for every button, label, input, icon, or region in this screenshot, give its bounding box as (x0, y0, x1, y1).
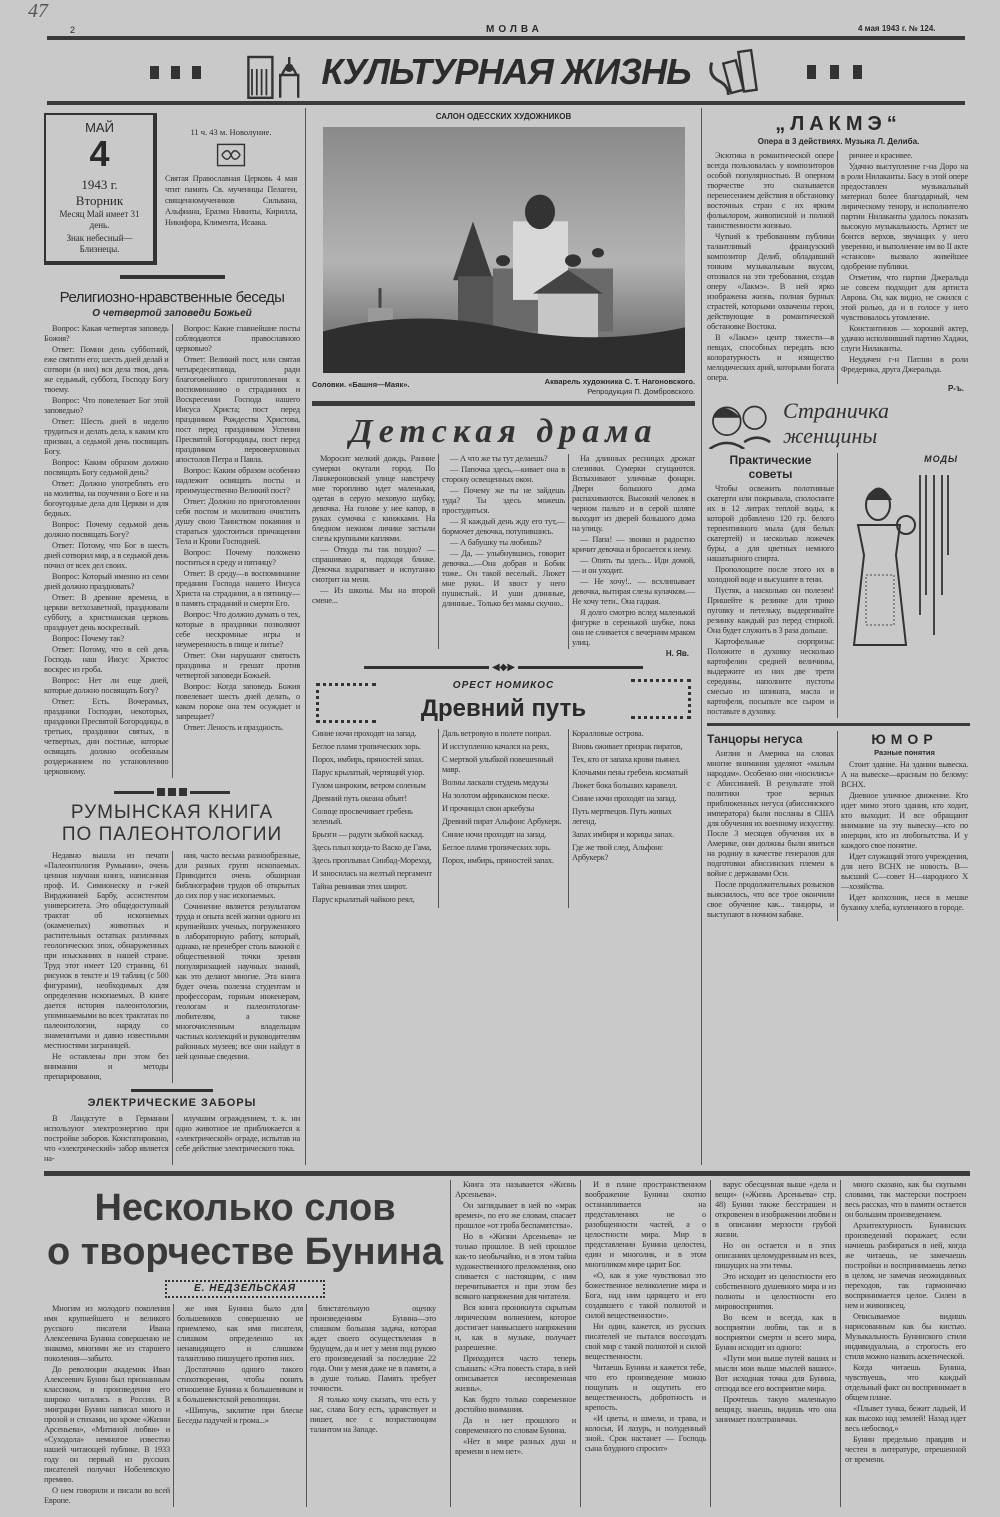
paragraph: На длинных ресницах дрожат слезинки. Сумерки сгущаются. Вспыхивают уличные фонари. Двери большого дома распахиваются. Высокий человек в черном пальто и в серой шляпе выходит из дверей большого дома на улицу. (571, 454, 695, 533)
column-divider (568, 729, 569, 908)
paragraph: Читаешь Бунина и кажется тебе, что его произведение можно пощупать и ощутить его вещественность, добротность и крепость. (585, 1363, 706, 1412)
paragraph: Да и нет прошлого и современного по словам Бунина. (455, 1416, 576, 1435)
paragraph: Не оставлены при этом без внимания и методы препарирования, (44, 1052, 169, 1081)
paragraph: Здесь плыл когда-то Васко де Гама, (312, 843, 432, 852)
calendar-zodiac: Знак небесный—Близнецы. (66, 233, 133, 254)
paragraph: «Нет в мире разных душ и времени в нем нет». (455, 1437, 576, 1456)
paragraph: блистательную оценку произведениям Бунина—это слишком большая задача, которая ждет своего осуществления в будущем, да и нет у меня под рукою его произведений за последние 22 года. Они у меня даже не в памяти, а в душе только. Память требует точности. (310, 1304, 436, 1393)
bunin-title (44, 1186, 446, 1274)
paragraph: Книга эта называется «Жизнь Арсеньева». (455, 1180, 576, 1199)
bunin-column-1 (44, 1304, 170, 1507)
paragraph: Когда читаешь Бунина, чувствуешь, что каждый отдельный факт он воспринимает в общем плане. (845, 1363, 966, 1402)
painting-credit: Репродукция П. Домбровского. (587, 387, 695, 396)
paragraph: Чуткий к требованиям публики талантливый французский композитор Делиб, обладавший тонким музыкальным вкусом, отозвался на эти требования, создав оперу «Лакмэ». В ней ярко изображена жизнь, полная бурных страстей, которыми охвачены герои, действующие в романтической обстановке Востока. (707, 232, 834, 331)
gemini-sign-icon (216, 143, 246, 167)
paragraph: ния, часто весьма разнообразные, для разных групп ископаемых. Приводится очень обширная библиография трудов об открытых до сих пор у нас ископаемых. (175, 851, 300, 900)
middle-column (306, 108, 702, 1165)
paragraph: Ответ: Потому, что в сей день Господь наш Иисус Христос воскрес из гроба. (44, 645, 169, 674)
paragraph: — Откуда ты так поздно? — спрашиваю я, подходя ближе. Девочка вздрагивает и испуганно смотрит на меня. (312, 545, 435, 584)
drama-column-3 (572, 454, 695, 649)
poem-title: Древний путь (420, 695, 587, 722)
paragraph: Вопрос: Когда заповедь Божия повелевает шесть дней делать, о каком пороке она тем осуждает и запрещает? (175, 682, 300, 721)
paragraph: Вопрос: Какая четвертая заповедь Божия? (44, 324, 169, 343)
poem-author: ОРЕСТ НОМИКОС (452, 680, 555, 691)
paragraph: «Шипучь, заклятие при блеске Беседы падучей и грома...» (177, 1406, 303, 1425)
poem-column-2 (442, 729, 565, 869)
bunin-title-line-1: Несколько слов (94, 1187, 396, 1229)
bunin-title-line-2: о творчестве Бунина (46, 1231, 444, 1273)
paragraph: Прополощите после этого их в холодной воде и высушите в тени. (707, 565, 834, 584)
humor-article (841, 731, 968, 914)
paragraph: Порох, имбирь, пряностей запах. (441, 856, 554, 865)
electric-column-1 (44, 1114, 169, 1165)
paragraph: Многим из молодого поколения имя крупнейшего и великого русского писателя Ивана Алексеевича Бунина совершенно не знакомо, многими же из старшего поколения—забыто. (44, 1304, 170, 1363)
paragraph: Бунин предельно правдив и честен в литературе, отрешенной от времени. (845, 1435, 966, 1464)
column-divider (172, 324, 173, 778)
paragraph: «Пути мои выше путей ваших и мысли мои выше мыслей ваших». Вот исходная точка для Бунина, отсюда все его восприятие мира. (715, 1354, 836, 1393)
poem-column-3 (572, 729, 695, 866)
paragraph: Путь мертвецов. Путь живых легенд. (571, 807, 672, 826)
paragraph: Ответ: Должно употреблять его на молитвы, на поучения о Боге и на богоугодные дела для Церкви и для бедных. (44, 479, 169, 518)
paragraph: Константинов — хороший актер, удачно исполнивший партию Хаджи, слуги Нилаканты. (841, 324, 968, 353)
religion-title: Религиозно-нравственные беседы (59, 289, 285, 306)
lakme-signature: Р-ъ. (947, 384, 964, 393)
paragraph: Парус крылатый, чертящий узор. (312, 768, 425, 777)
column-divider (837, 731, 838, 921)
paragraph: Гулом широким, ветром соленым (312, 781, 426, 790)
romanian-title-line-2: ПО ПАЛЕОНТОЛОГИИ (61, 824, 283, 845)
paragraph: — Опять ты здесь... Иди домой, — и он уходит. (571, 556, 695, 575)
paragraph: Экзотика в романтической опере всегда пользовалась у композиторов особой популярностью. В оперном творчестве это сказывается перенесением действия в обстановку восточных стран с их ярким фольклором, живописной и полной таинственности жизнью. (707, 151, 834, 230)
lakme-column-2 (841, 151, 968, 376)
paragraph: — Папочка здесь,—кивает она в сторону освещенных окон. (441, 465, 565, 484)
drama-column-2 (442, 454, 565, 610)
moon-phase: 11 ч. 43 м. Новолуние. (190, 127, 272, 137)
column-divider (438, 454, 439, 649)
romanian-columns (44, 851, 300, 1083)
romanian-column-2 (176, 851, 301, 1063)
books-lyre-icon (705, 45, 763, 99)
column-divider (306, 1304, 307, 1507)
bunin-author (165, 1280, 325, 1298)
paragraph: Ответ: В среду—в воспоминание предания Господа нашего Иисуса Христа на страдания, а в пятницу—в память страданий и смерти Его. (175, 569, 300, 608)
paragraph: Стоит здание. На здании вывеска. А на вывеске—красным по белому: ВСНХ. (841, 760, 968, 789)
right-column (702, 108, 970, 1165)
paragraph: — Из школы. Мы на второй смене... (312, 586, 435, 605)
bunin-author-name: Е. НЕДЗЕЛЬСКАЯ (193, 1283, 296, 1294)
paragraph: С мертвой улыбкой повешенный мавр. (441, 755, 554, 774)
paragraph: Коралловые острова. (571, 729, 644, 738)
paragraph: Пустяк, а насколько он полезен! Пришейте к резинке для трико пуговку и петельку, выдергивайте резинку каждый раз перед стиркой. Она будет служить в 3 раза дольше. (707, 586, 834, 635)
bunin-article (44, 1180, 970, 1517)
column-divider (172, 851, 173, 1083)
practical-tips (707, 453, 834, 718)
paragraph: Клочьями пены гребень косматый (571, 768, 688, 777)
paragraph: До революции академик Иван Алексеевич Бунин был признанным классиком, и произведения его широко читались в России. В эмиграции Бунин написал много и прозой и стихами, но кроме «Жизни Арсеньева», «Митиной любви» и «Суходола» немногое известно нашей читающей публике. В 1933 году он первый из русских писателей получил Нобелевскую премию. (44, 1365, 170, 1484)
bunin-column-2 (177, 1304, 303, 1427)
paragraph: Вопрос: Что должно думать о тех, которые в праздники позволяют себе нескромные игры и неумеренность в пище и питье? (175, 610, 300, 649)
top-section (44, 108, 970, 1165)
practical-tips-title: Практические советы (729, 453, 812, 481)
calendar-box (44, 113, 157, 265)
church-calendar-text: Святая Православная Церковь 4 мая чтит память Св. мученицы Пелагеи, священномучеников Сильвана, Альфиана, Еразма Никиты, Кирилла, Никифора, Климента, Исаака. (165, 174, 297, 227)
section-rule (312, 401, 695, 406)
electric-column-2 (176, 1114, 301, 1155)
paragraph: Синие ночи проходят на запад. (571, 794, 677, 803)
paragraph: Это исходит из целостности его собственного душевного мира и из полноты и целостности его мировосприятия. (715, 1272, 836, 1311)
column-divider (837, 453, 838, 718)
painting-caption-left: Соловки. «Башня—Маяк». (312, 380, 410, 389)
paragraph: Сочинение является результатом труда и опыта всей жизни одного из крупнейших ученых, погруженного в лабораторную работу, который, однако, не пренебрег столь важной с общественной точки зрения популяризацией научных знаний, как это делают многие. Эта книга будет очень полезна студентам и профессорам, горным инженерам, геологам и палеонтологам-любителям, а также многочисленным владельцам частных коллекций и руководителям районных музеев; все они найдут в ней ценные сведения. (175, 902, 300, 1061)
painting-caption-right-block (545, 377, 695, 397)
column-divider (837, 151, 838, 384)
paragraph: — Почему же ты не зайдешь туда? Ты здесь можешь простудиться. (441, 486, 565, 515)
column-divider (568, 454, 569, 649)
paragraph: В Ландсгуте в Германии используют электроэнергию при постройке заборов. Констатировано, что «электрический» забор является на- (44, 1114, 169, 1163)
paragraph: Моросит мелкий дождь. Ранние сумерки окутали город. По Ланжероновской улице навстречу мне торопливо идет маленькая, одетая в серую меховую шубку, девочка. На голове у нее капор, в руках сумочка с книжками. На бледном нежном личике застыли слезы крупными каплями. (312, 454, 435, 543)
women-page-faces-icon (707, 397, 777, 449)
religion-column-2 (176, 324, 301, 734)
calendar-day: 4 (89, 133, 110, 174)
paragraph: Брызги — радуги зыбкой каскад. (312, 830, 424, 839)
romanian-book-title (44, 802, 300, 846)
calendar-side (157, 113, 297, 228)
religion-column-1 (44, 324, 169, 778)
dancers-text (707, 749, 834, 920)
humor-text (841, 760, 968, 913)
drama-columns (312, 454, 695, 649)
bunin-column-3 (310, 1304, 436, 1436)
women-page-header (707, 397, 970, 449)
paragraph: «И цветы, и шмели, и трава, и колосья, И лазурь, и полуденный зной.. Срок настанет — Господь сына блудного спросит» (585, 1414, 706, 1453)
bunin-column-7 (840, 1180, 970, 1507)
left-column (44, 108, 306, 1165)
religion-columns (44, 324, 300, 778)
masthead (47, 44, 965, 100)
fashion-label: МОДЫ (924, 454, 958, 464)
paragraph: Дневное уличное движение. Кто идет мимо этого здания, кто ходит, кто выходит. И все обращают внимание на эту вывеску—кто по инерции, кто из любопытства. И у каждого свое понятие. (841, 791, 968, 850)
lakme-columns (707, 151, 970, 384)
column-divider (438, 729, 439, 908)
paragraph: Идет колхозник, неся в мешке буханку хлеба, купленного в городе. (841, 893, 968, 912)
paragraph: Солнце просвечивает гребень зеленый. (312, 807, 413, 826)
painting-caption-right: Акварель художника С. Т. Нагоновского. (544, 377, 695, 386)
romanian-title-line-1: РУМЫНСКАЯ КНИГА (70, 802, 274, 823)
dancers-article (707, 731, 834, 921)
paragraph: Вопрос: Что повелевает Бог этой заповедью? (44, 396, 169, 415)
column-divider (173, 1304, 174, 1507)
paragraph: варус обесценная выше «дела и вещи» («Жизнь Арсеньева» стр. 48) Бунин также бесстрашен и откровенен в изображении любви и в описании мерзости грубой жизни. (715, 1180, 836, 1239)
paragraph: После продолжительных розысков выяснилось, что все трое окончили свое обучение как... танцоры, и выступают в ночном кабаке. (707, 880, 834, 919)
paragraph: И прочищал свои аркебузы (441, 804, 535, 813)
lakme-title: „ЛАКМЭ“ (775, 113, 902, 135)
paragraph: Ответ: Леность и праздность. (183, 723, 284, 732)
paragraph: Тех, кто от запаха крови пьянел. (571, 755, 681, 764)
paragraph: Вопрос: Каким образом должно посвящать Богу седьмой день? (44, 458, 169, 477)
paragraph: Достаточно одного такого стихотворения, чтобы понять отношение Бунина к большевикам и к большевистской революции. (177, 1365, 303, 1404)
poem-frame-left (316, 683, 376, 723)
lakme-subtitle: Опера в 3 действиях. Музыка Л. Делиба. (757, 137, 920, 146)
paragraph: Чтобы освежить полотняные скатерти или покрывала, сполосните их в 12 литрах теплой воды, к которой добавлено 120 гр. белого терпентинного мыла (для белых скатертей) и несколько ложечек буры, а для цветных немного нашатырного спирта. (707, 484, 834, 563)
paragraph: О нем говорили и писали во всей Европе. (44, 1486, 170, 1505)
calendar-month-info: Месяц Май имеет 31 день. (59, 209, 140, 230)
paragraph: — А что же ты тут делаешь? (449, 454, 548, 463)
paragraph: илучшим ограждением, т. к. ни одно животное не приближается к «электрической» ограде, испытав на себе действие электрического тока. (175, 1114, 300, 1153)
paragraph: — А бабушку ты любишь? (449, 538, 542, 547)
paragraph: Отметим, что партия Джеральда не совсем подходит для артиста Аврова. Он, как видно, не сжился с этой ролью, да и в голосе у него чувствовалось утомление. (841, 273, 968, 322)
paragraph: Описываемое видишь нарисованным как бы кистью. Музыкальность Бунинского стиля индивидуальна, а строгость его стиля можно назвать аскетической. (845, 1312, 966, 1361)
masthead-ornament-right (807, 65, 862, 79)
paragraph: И заносилась на желтый пергамент (312, 869, 432, 878)
humor-subtitle: Разные понятия (874, 748, 935, 757)
paragraph: Приходится часто теперь слышать: «Эта повесть стара, в ней описывается несовременная жизнь». (455, 1354, 576, 1393)
paragraph: Вопрос: Каким образом особенно надлежит освящать посты и преимущественно Великий пост? (175, 466, 300, 495)
ornament-rule (120, 275, 225, 279)
paragraph: Я только хочу сказать, что есть у нас, слава Богу есть, здравствует и пишет, все с возрастающим талантом на Западе. (310, 1395, 436, 1434)
paragraph: Я долго смотрю вслед маленькой фигурке в серенькой шубке, пока она не сливается с вечерним мраком улиц. (571, 608, 695, 647)
paragraph: Ответ: Должно по приготовлении себя постом и молитвою очистить душу свою Таинством покаяния и стараться удостоиться причащения Тела и Крови Господней. (175, 497, 300, 546)
electric-fences-title: ЭЛЕКТРИЧЕСКИЕ ЗАБОРЫ (87, 1097, 257, 1109)
paragraph: Вопрос: Который именно из семи дней должно праздновать? (44, 572, 169, 591)
paragraph: Картофельные сюрпризы: Положите в духовку несколько картофелин средней величины, выдержите из них две трети середины, наполните пустоты смесью из шпината, масла и картофеля, посыпьте все сыром и поставьте в духовку. (707, 637, 834, 716)
paragraph: «Плывет тучка, бежит ладьей, И как высоко над землей! Назад идет весь небосвод.» (845, 1404, 966, 1433)
paragraph: Удачно выступление г-на Доро на в роли Нилаканты. Басу в этой опере предоставлен музыкальный материал более благодарный, чем лирическому тенору, и исполнителю партии Нилаканты удалось показать высокую музыкальность. Артист не боится верхов, звучащих у него уверенно, и выполнение им во II акте «стансов» вызвало живейшее одобрение публики. (841, 162, 968, 271)
paragraph: Вопрос: Какие главнейшие посты соблюдаются православною церковью? (175, 324, 300, 353)
calendar-year: 1943 г. (81, 177, 118, 192)
paragraph: Беглое пламя тропических зорь. (441, 843, 551, 852)
lakme-column-1 (707, 151, 834, 384)
paragraph: Вопрос: Почему седьмой день должно посвящать Богу? (44, 520, 169, 539)
poem-columns (312, 729, 695, 908)
bottom-right-row (707, 731, 970, 921)
poem-column-1 (312, 729, 435, 908)
paragraph: В «Лакмэ» центр тяжести—в певцах, способных передать всю колоратурность и изящество мелодических арий, которыми богата опера. (707, 333, 834, 382)
paragraph: На золотом африканском песке. (441, 791, 550, 800)
paragraph: Недавно вышла из печати «Палеонтология Румынии», очень ценная научная книга, написанная проф. И. Симионеску и г-жей Вирджинией Барбу, ассистентом университета. Это общедоступный трактат об ископаемых (окаменелых) животных и растительных остатках различных геологических эпох, обнаруженных при изысканиях в нашей стране. Труд этот имеет 120 страниц, 61 рисунок в тексте и 19 таблиц (с 500 фигурами), необходимых для определения ископаемых. В книге дается история палеонтологии, упоминаемыми во всех трактатах по палеонтологии, наряду со знаменитыми и давно известными местностями заграницей. (44, 851, 169, 1050)
paragraph: Лижет бока больших каравелл. (571, 781, 678, 790)
church-buildings-icon (245, 45, 307, 99)
issue-date: 4 мая 1943 г. № 124. (858, 24, 936, 33)
drama-title: Детская драма (349, 413, 658, 450)
poem-header (312, 677, 695, 729)
diamond-divider (312, 662, 695, 673)
paragraph: Ответ: Шесть дней в неделю трудиться и делать дела, к каким кто призван, а седьмой день посвящать Богу. (44, 417, 169, 456)
paragraph: Ответ: Великий пост, или святая четыредесятница, ради благоговейного приготовления к воспоминанию о страданиях и Воскресении Господа нашего Иисуса Христа; пост перед праздником Рождества Христова, пост перед праздником Успения Пресвятой Богородицы, пост перед праздником первоверховных апостолов Петра и Павла. (175, 355, 300, 464)
paragraph: Древний пират Альфонс Арбукерк. (441, 817, 562, 826)
calendar-month: МАЙ (85, 120, 114, 135)
paragraph: Он заглядывает в ней во «мрак времен», по его же словам, спасает прошлое «от гроба беспамятства». (455, 1201, 576, 1230)
section-rule (44, 1171, 970, 1176)
paragraph: Вопрос: Нет ли еще дней, которые должно посвящать Богу? (44, 676, 169, 695)
bunin-column-6 (710, 1180, 840, 1507)
paragraph: — Папа! — звонко и радостно кричит девочка и бросается к нему. (571, 535, 695, 554)
poem-frame-right (631, 679, 691, 719)
electric-columns (44, 1114, 300, 1165)
paragraph: Порох, имбирь, пряностей запах. (312, 755, 424, 764)
paragraph: Ответ: Потому, что Бог в шесть дней сотворил мир, а в седьмой день почил от всех дел своих. (44, 541, 169, 570)
paragraph: Неудачен г-н Патлин в роли Фредерика, друга Джеральда. (841, 355, 968, 374)
section-rule (707, 723, 970, 726)
section-title: КУЛЬТУРНАЯ ЖИЗНЬ (321, 51, 691, 92)
calendar-row (44, 113, 300, 265)
paragraph: много сказано, как бы скупыми словами, так мастерски построен весь рассказ, что в памяти остается он большим произведением. (845, 1180, 966, 1219)
humor-title: ЮМОР (871, 731, 938, 747)
masthead-ornament-left (150, 66, 201, 79)
paragraph: Как будто только современное достойно внимания. (455, 1395, 576, 1414)
calendar-weekday: Вторник (75, 193, 124, 208)
drama-column-1 (312, 454, 435, 607)
painting-captions (312, 377, 695, 397)
bunin-left-block (44, 1180, 450, 1507)
paragraph: ричнее и красивее. (849, 151, 913, 160)
bunin-column-4 (450, 1180, 580, 1507)
paragraph: И исступленно качался на реях, (441, 742, 549, 751)
page-number: 2 (70, 25, 76, 35)
paragraph: Вопрос: Почему положено поститься в среду и пятницу? (175, 548, 300, 567)
ornament-rule (131, 1089, 213, 1092)
bunin-column-5 (580, 1180, 710, 1507)
paragraph: Тайна ревнивая этих широт. (312, 882, 407, 891)
practical-tips-text (707, 484, 834, 717)
paragraph: Ответ: Они нарушают святость праздника и грешат против четвертой заповеди Божьей. (175, 651, 300, 680)
paragraph: Парус крылатый чайкою реял, (312, 895, 415, 904)
paragraph: Синие ночи проходят на запад. (312, 729, 417, 738)
paragraph: — Я каждый день жду его тут,—бормочет девочка, потупившись. (441, 517, 565, 536)
fashion-woman-illustration (848, 465, 968, 650)
paragraph: Запах имбиря и корицы запах. (571, 830, 674, 839)
paragraph: Англия и Америка на словах многие внимания уделяют «малым народам». Особенно они «носились» с Абиссинией. В результате этой политики трое верных приближенных негуса (абиссинского императора) были посланы в США для обучения их военному искусству. После 3 месяцев обучения их в Америке, они должны были явиться на родину в качестве генералов для подготовки абиссинских племен к войне с державами Оси. (707, 749, 834, 878)
paragraph: Здесь проплывал Синбад-Мореход, (312, 856, 432, 865)
paragraph: Архитектурность Бунинских произведений поражает, если начнешь разбираться в ней, когда же читаешь, не замечаешь постройки и воспринимаешь легко в целом, не замечая неожиданных переходов, так гармонично воспринимается целое. Силен в нем и живописец. (845, 1221, 966, 1310)
paragraph: Древний путь океана объят! (312, 794, 407, 803)
dancers-title: Танцоры негуса (707, 732, 803, 746)
ornament-divider (44, 788, 300, 796)
masthead-rule (47, 101, 965, 105)
paragraph: Но в «Жизни Арсеньева» не только прошлое. В ней прошлое как-то необычайно, и в этом тайна художественного преломления, оно сливается с настоящим, с ним перечитывается и при этом без всякого напряжения для читателя. (455, 1232, 576, 1301)
drama-signature: Н. Яв. (665, 649, 689, 658)
paragraph: — Да, — улыбнувшись, говорит девочка...—Она добрая и Бобик тоже.. Он такой веселый.. Лижет мне руки.. И хвост у него пушистый.. И уши длинные, длинные.. Только без мамы скучно.. (441, 549, 565, 608)
paragraph: Но он остается и в этих описаниях целомудренным из всех, пишущих на эти темы. (715, 1241, 836, 1270)
paragraph: Прочтешь такую маленькую вещицу, знаешь, видишь что она занимает полстранички. (715, 1395, 836, 1424)
newspaper-name: МОЛВА (486, 24, 543, 35)
paragraph: Вопрос: Почему так? (52, 634, 124, 643)
religion-subtitle: О четвертой заповеди Божьей (92, 308, 252, 319)
paragraph: «О, как я уже чувствовал это божественное великолепие мира и Бога, над ним царящего и его создавшего с такой полнотой и силой вещественности». (585, 1271, 706, 1320)
paragraph: Где же твой след, Альфонс Арбукерк? (571, 843, 663, 862)
paragraph: Ответ: В древние времена, в церкви ветхозаветной, праздновали субботу, а христианская церковь празднует день воскресный. (44, 593, 169, 632)
header-rule (47, 36, 965, 40)
fashion-block (841, 453, 968, 655)
paragraph: Ответ: Есть. Вочерамых, праздники Господни, некоторых, праздники Пресвятой Богородицы, в третьих, праздники святых, в четвертых, дни постные, которые освящать должно особенным роздержанием по установлению церковному. (44, 697, 169, 776)
paragraph: Волны ласкали студень медузы (441, 778, 549, 787)
diamond-icon: ◀◆▶ (491, 662, 516, 673)
paragraph: Идет служащий этого учреждения, для него ВСНХ не новость. В—высший С—совет Н—народного Х—хозяйства. (841, 852, 968, 891)
salon-heading: САЛОН ОДЕССКИХ ХУДОЖНИКОВ (435, 112, 572, 121)
bunin-left-columns (44, 1304, 446, 1507)
paragraph: Даль ветровую в полете попрал. (441, 729, 551, 738)
women-page-title: Страничка женщины (783, 398, 890, 448)
romanian-column-1 (44, 851, 169, 1083)
paragraph: — Не хочу!.. — всхлипывает девочка, вытирая слезы кулачком.—Не хочу тети.. Она гадкая. (571, 577, 695, 606)
paragraph: Беглое пламя тропических зорь. (312, 742, 421, 751)
paragraph: Вся книга проникнута скрытым лирическим волнением, которое достигает наивысшего напряжения и, как в музыке, получает разрешение. (455, 1303, 576, 1352)
paragraph: Ни один, кажется, из русских писателей не пытался воссоздать свой мир с такой полнотой и силой вещественности. (585, 1322, 706, 1361)
paragraph: И в плане пространственном воображение Бунина охотно останавливается на представлениях не о разобщенности частей, а о целостности мира. Мир в представлении Бунина целостен, един и многолик, и в этом многоликом мире царит Бог. (585, 1180, 706, 1269)
paragraph: Синие ночи проходят на запад. (441, 830, 547, 839)
watercolor-painting (323, 127, 685, 373)
handwritten-page-mark: 47 (28, 0, 48, 22)
paragraph: Ответ: Помни день субботний, еже святити его; шесть дней делай и сотвори (в них) вся дела твоя, день же седьмый, суббота, Господу Богу твоему. (44, 345, 169, 394)
column-divider (172, 1114, 173, 1165)
paragraph: же имя Бунина было для большевиков совершенно не приемлемо, как имя писателя, слишком определенно их ненавидящего и слишком талантливо пишущего против них. (177, 1304, 303, 1363)
paragraph: Во всем и всегда, как в восприятии любви, так и в восприятии смерти и всего мира, Бунин исходит из одного: (715, 1313, 836, 1352)
paragraph: Вновь оживает призрак пиратов, (571, 742, 683, 751)
women-page-body (707, 453, 970, 718)
